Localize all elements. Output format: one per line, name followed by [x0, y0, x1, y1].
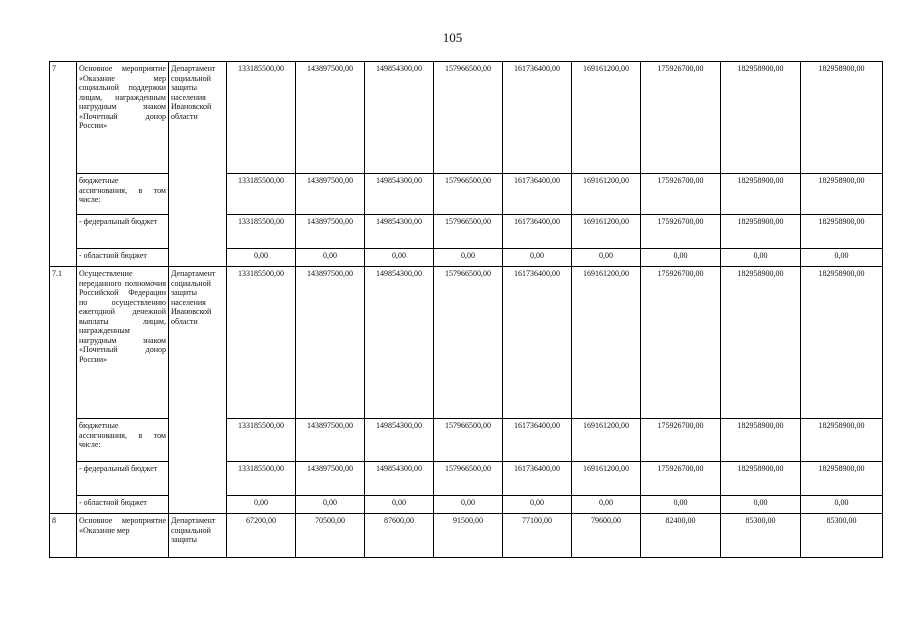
amount-cell: 0,00: [641, 249, 721, 267]
amount-cell: 149854300,00: [365, 215, 434, 249]
row-label: Основное мероприятие «Оказание мер: [77, 514, 169, 558]
amount-cell: 169161200,00: [572, 419, 641, 462]
amount-cell: 0,00: [434, 249, 503, 267]
row-index: 7.1: [50, 267, 77, 514]
amount-cell: 149854300,00: [365, 462, 434, 496]
amount-cell: 182958900,00: [801, 267, 883, 419]
amount-cell: 0,00: [296, 249, 365, 267]
amount-cell: 161736400,00: [503, 267, 572, 419]
amount-cell: 161736400,00: [503, 419, 572, 462]
amount-cell: 169161200,00: [572, 62, 641, 174]
amount-cell: 133185500,00: [227, 174, 296, 215]
amount-cell: 161736400,00: [503, 215, 572, 249]
amount-cell: 175926700,00: [641, 419, 721, 462]
amount-cell: 175926700,00: [641, 462, 721, 496]
amount-cell: 0,00: [641, 496, 721, 514]
amount-cell: 175926700,00: [641, 215, 721, 249]
amount-cell: 133185500,00: [227, 419, 296, 462]
amount-cell: 157966500,00: [434, 174, 503, 215]
amount-cell: 161736400,00: [503, 174, 572, 215]
amount-cell: 79600,00: [572, 514, 641, 558]
table-row: [50, 62, 883, 174]
amount-cell: 91500,00: [434, 514, 503, 558]
executor-cell: Департамент социальной защиты населения Ивановской области: [169, 62, 227, 267]
row-label: - областной бюджет: [77, 496, 169, 514]
row-label: Основное мероприятие «Оказание мер социальной поддержки лицам, награжденным нагрудным знаком «Почетный донор России»: [77, 62, 169, 174]
amount-cell: 182958900,00: [721, 462, 801, 496]
amount-cell: 169161200,00: [572, 174, 641, 215]
amount-cell: 0,00: [365, 249, 434, 267]
row-label: - федеральный бюджет: [77, 462, 169, 496]
amount-cell: 82400,00: [641, 514, 721, 558]
amount-cell: 149854300,00: [365, 174, 434, 215]
amount-cell: 0,00: [572, 249, 641, 267]
row-label: - областной бюджет: [77, 249, 169, 267]
amount-cell: 161736400,00: [503, 462, 572, 496]
amount-cell: 87600,00: [365, 514, 434, 558]
amount-cell: 143897500,00: [296, 462, 365, 496]
amount-cell: 157966500,00: [434, 215, 503, 249]
amount-cell: 77100,00: [503, 514, 572, 558]
amount-cell: 157966500,00: [434, 62, 503, 174]
amount-cell: 143897500,00: [296, 215, 365, 249]
amount-cell: 133185500,00: [227, 62, 296, 174]
row-label: Осуществление переданного полномочия Российской Федерации по осуществлению ежегодной денежной выплаты лицам, награжденным нагрудным знаком «Почетный донор России»: [77, 267, 169, 419]
amount-cell: 0,00: [801, 496, 883, 514]
amount-cell: 143897500,00: [296, 419, 365, 462]
amount-cell: 175926700,00: [641, 62, 721, 174]
amount-cell: 149854300,00: [365, 419, 434, 462]
amount-cell: 0,00: [227, 496, 296, 514]
amount-cell: 157966500,00: [434, 462, 503, 496]
amount-cell: 0,00: [503, 496, 572, 514]
amount-cell: 0,00: [227, 249, 296, 267]
amount-cell: 169161200,00: [572, 215, 641, 249]
amount-cell: 0,00: [365, 496, 434, 514]
amount-cell: 0,00: [721, 249, 801, 267]
amount-cell: 182958900,00: [721, 267, 801, 419]
row-index: 7: [50, 62, 77, 267]
amount-cell: 175926700,00: [641, 267, 721, 419]
amount-cell: 70500,00: [296, 514, 365, 558]
row-label: бюджетные ассигнования, в том числе:: [77, 419, 169, 462]
amount-cell: 0,00: [801, 249, 883, 267]
table-row: [50, 514, 883, 558]
amount-cell: 169161200,00: [572, 462, 641, 496]
amount-cell: 67200,00: [227, 514, 296, 558]
amount-cell: 182958900,00: [721, 419, 801, 462]
amount-cell: 0,00: [572, 496, 641, 514]
amount-cell: 0,00: [434, 496, 503, 514]
amount-cell: 175926700,00: [641, 174, 721, 215]
amount-cell: 182958900,00: [721, 174, 801, 215]
amount-cell: 157966500,00: [434, 267, 503, 419]
amount-cell: 143897500,00: [296, 267, 365, 419]
table-row: [50, 267, 883, 419]
amount-cell: 85300,00: [721, 514, 801, 558]
row-label: - федеральный бюджет: [77, 215, 169, 249]
amount-cell: 182958900,00: [721, 215, 801, 249]
row-label: бюджетные ассигнования, в том числе:: [77, 174, 169, 215]
amount-cell: 182958900,00: [801, 174, 883, 215]
executor-cell: Департамент социальной защиты: [169, 514, 227, 558]
amount-cell: 182958900,00: [801, 215, 883, 249]
amount-cell: 133185500,00: [227, 215, 296, 249]
amount-cell: 85300,00: [801, 514, 883, 558]
amount-cell: 182958900,00: [801, 419, 883, 462]
amount-cell: 149854300,00: [365, 267, 434, 419]
executor-cell: Департамент социальной защиты населения Ивановской области: [169, 267, 227, 514]
page-number: 105: [442, 30, 463, 45]
amount-cell: 182958900,00: [721, 62, 801, 174]
amount-cell: 149854300,00: [365, 62, 434, 174]
amount-cell: 133185500,00: [227, 267, 296, 419]
budget-table: [49, 61, 883, 558]
amount-cell: 143897500,00: [296, 174, 365, 215]
amount-cell: 161736400,00: [503, 62, 572, 174]
amount-cell: 182958900,00: [801, 62, 883, 174]
amount-cell: 169161200,00: [572, 267, 641, 419]
amount-cell: 182958900,00: [801, 462, 883, 496]
amount-cell: 0,00: [721, 496, 801, 514]
amount-cell: 157966500,00: [434, 419, 503, 462]
amount-cell: 0,00: [296, 496, 365, 514]
amount-cell: 133185500,00: [227, 462, 296, 496]
amount-cell: 0,00: [503, 249, 572, 267]
row-index: 8: [50, 514, 77, 558]
amount-cell: 143897500,00: [296, 62, 365, 174]
